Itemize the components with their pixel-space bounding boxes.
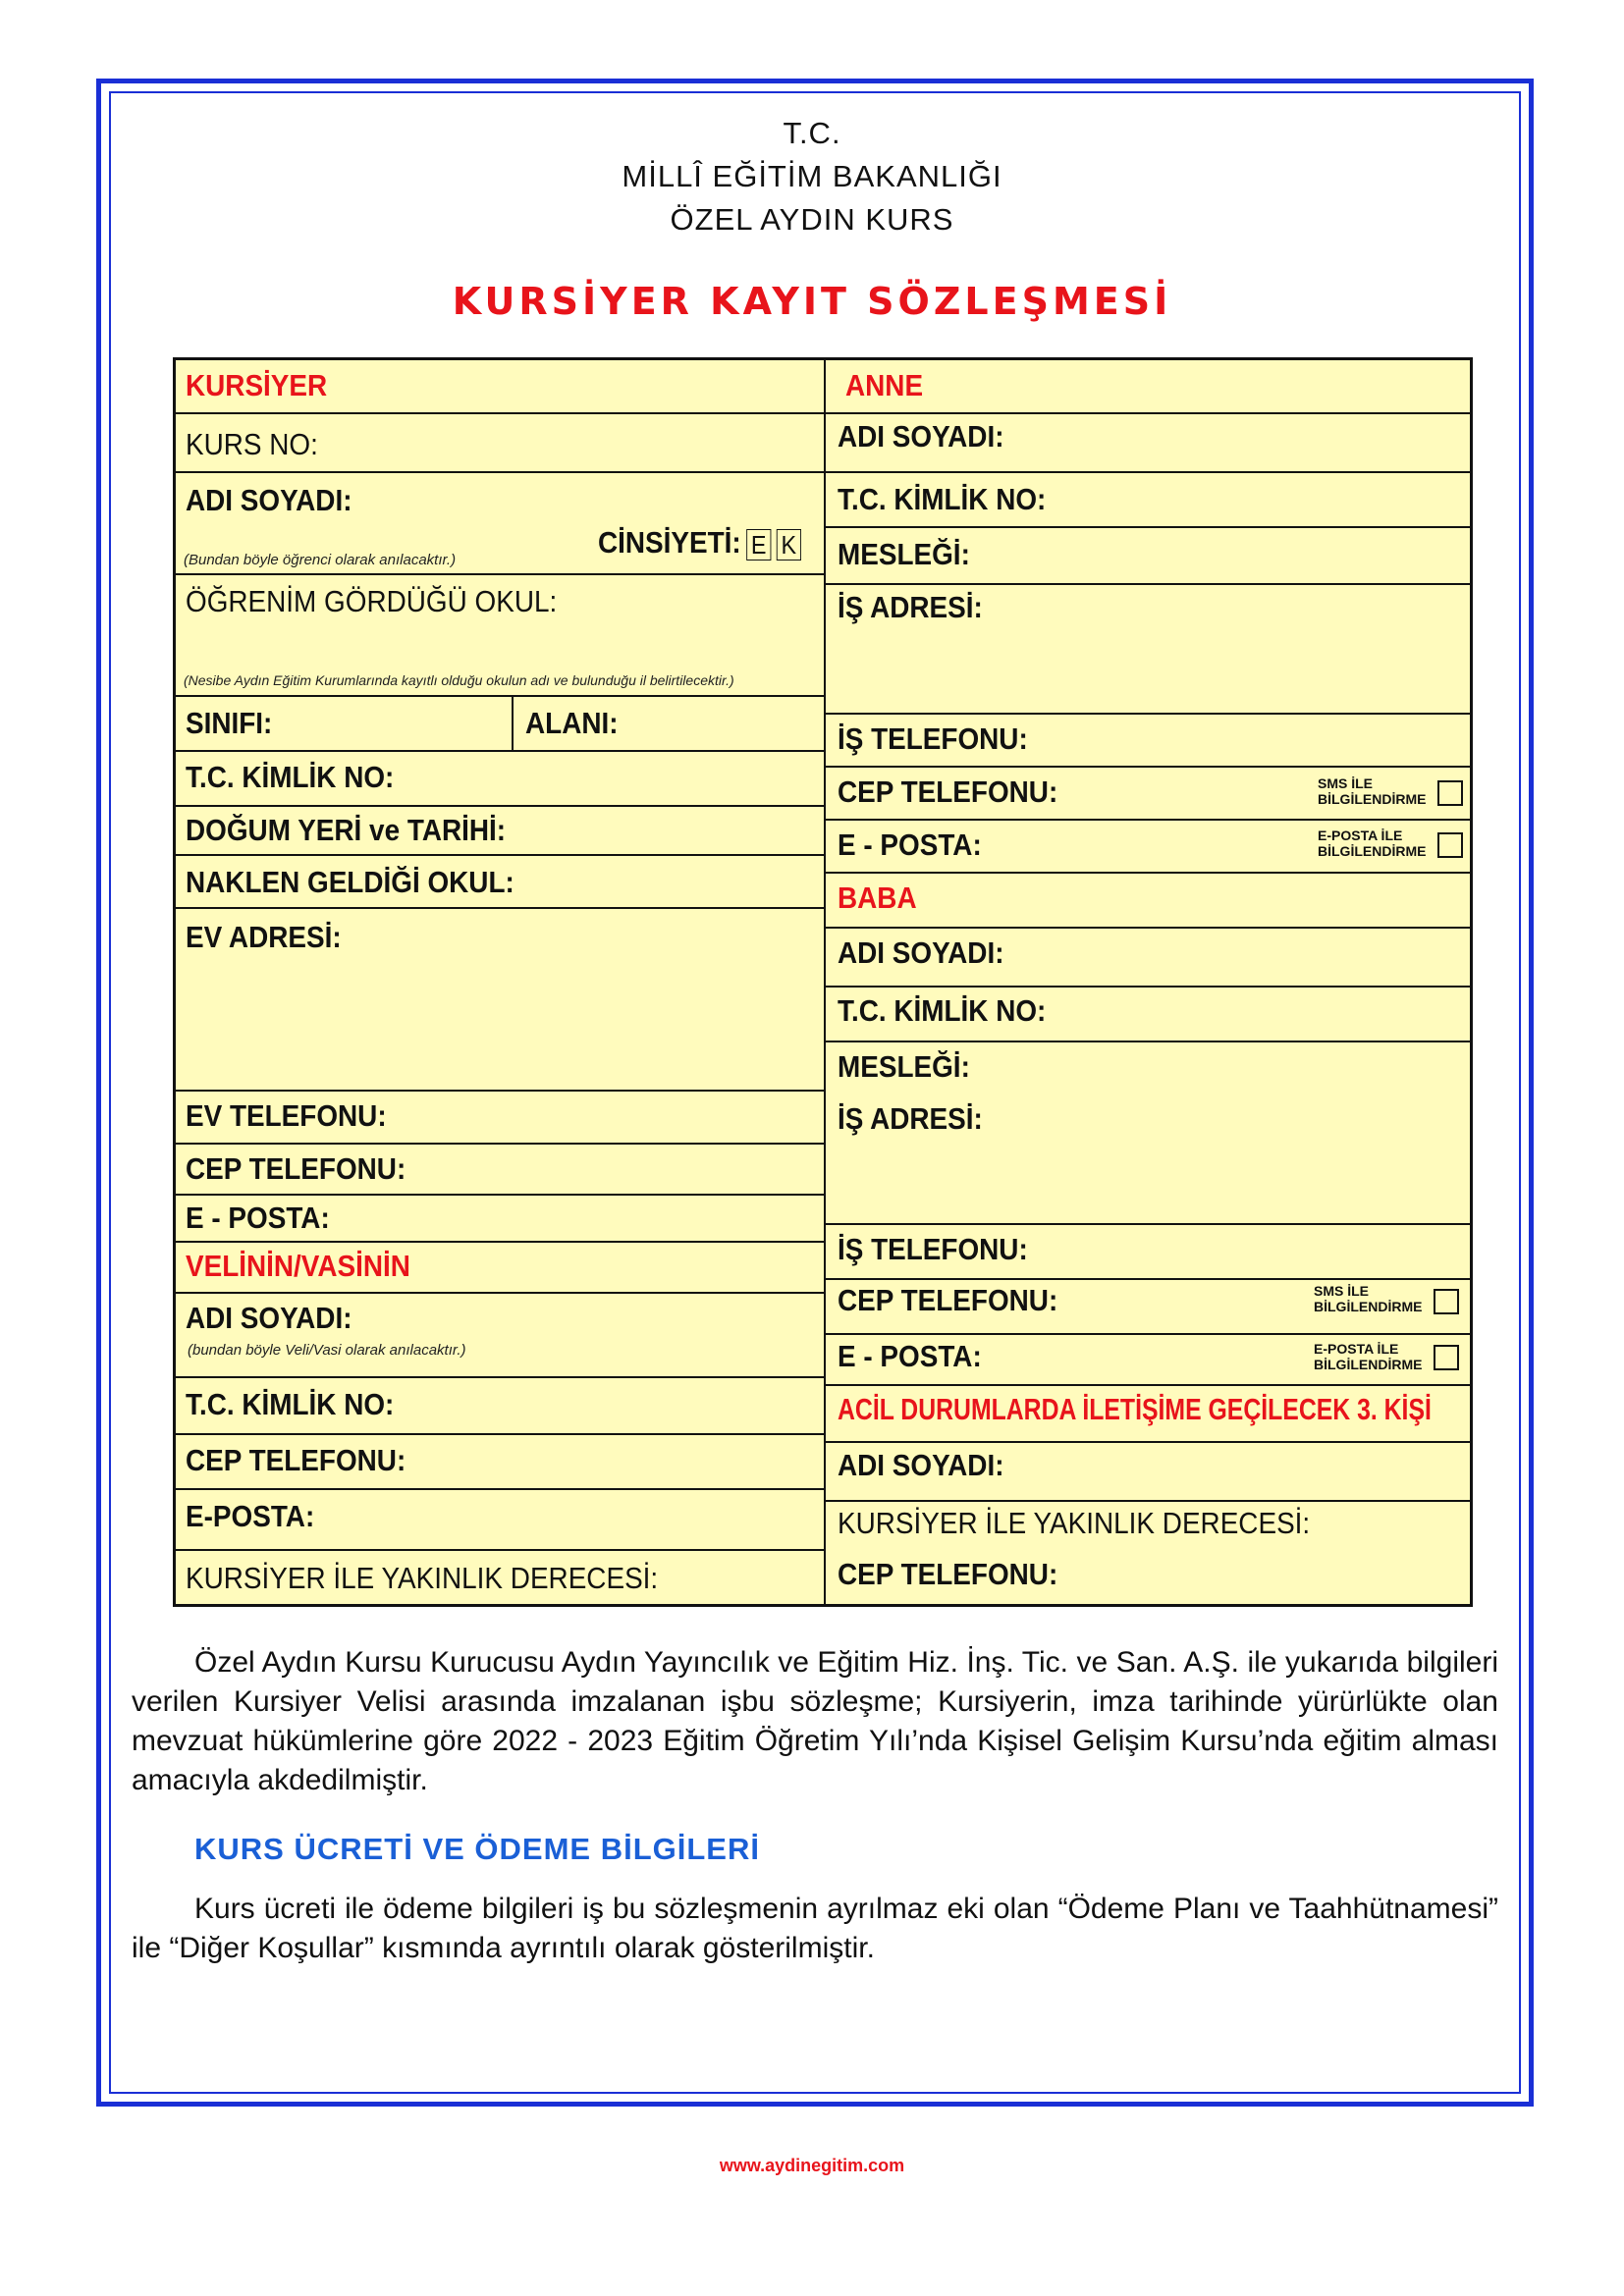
row-line xyxy=(826,713,1470,715)
school-note: (Nesibe Aydın Eğitim Kurumlarında kayıtlı olduğu okulun adı ve bulunduğu il belirtilecektir.) xyxy=(184,672,734,688)
mother-email-label: E - POSTA: xyxy=(838,828,982,862)
row-line xyxy=(176,1241,824,1243)
row-line xyxy=(826,872,1470,874)
gender-field xyxy=(598,525,801,561)
transfer-school-label: NAKLEN GELDİĞİ OKUL: xyxy=(186,865,514,899)
gender-e-box[interactable]: E xyxy=(746,529,771,561)
header-ministry: MİLLÎ EĞİTİM BAKANLIĞI xyxy=(622,159,1002,193)
row-line xyxy=(176,854,824,856)
row-line xyxy=(176,1194,824,1196)
field-label: ALANI: xyxy=(525,706,619,740)
row-line xyxy=(826,1500,1470,1502)
father-sms-checkbox[interactable] xyxy=(1434,1289,1459,1314)
father-name-label: ADI SOYADI: xyxy=(838,935,1004,970)
payment-paragraph: Kurs ücreti ile ödeme bilgileri iş bu sözleşmenin ayrılmaz eki olan “Ödeme Planı ve Taahhütnamesi” ile “Diğer Koşullar” kısmında ayrıntılı olarak gösterilmiştir. xyxy=(132,1893,1498,1964)
mother-sms-label: SMS İLE BİLGİLENDİRME xyxy=(1318,775,1427,807)
row-line xyxy=(176,412,824,414)
father-sms-label: SMS İLE BİLGİLENDİRME xyxy=(1314,1283,1423,1314)
father-tc-label: T.C. KİMLİK NO: xyxy=(838,993,1047,1028)
mother-email-info-label: E-POSTA İLE BİLGİLENDİRME xyxy=(1318,828,1427,859)
guardian-name-label: ADI SOYADI: xyxy=(186,1301,352,1335)
row-line xyxy=(826,1223,1470,1225)
footer-url[interactable]: www.aydinegitim.com xyxy=(719,2156,905,2175)
row-line xyxy=(826,1278,1470,1280)
guardian-email-label: E-POSTA: xyxy=(186,1499,315,1533)
row-line xyxy=(826,766,1470,768)
row-line xyxy=(176,1292,824,1294)
row-line xyxy=(826,927,1470,929)
row-line xyxy=(826,819,1470,821)
father-email-checkbox[interactable] xyxy=(1434,1345,1459,1370)
registration-form xyxy=(173,357,1473,1607)
row-line xyxy=(826,526,1470,528)
father-email-label: E - POSTA: xyxy=(838,1339,982,1373)
mother-tc-label: T.C. KİMLİK NO: xyxy=(838,482,1047,516)
section-father: BABA xyxy=(838,881,917,915)
header-tc: T.C. xyxy=(783,116,841,150)
row-line xyxy=(176,1090,824,1092)
row-line xyxy=(176,695,824,697)
mother-name-label: ADI SOYADI: xyxy=(838,419,1004,454)
row-line xyxy=(176,805,824,807)
father-job-label: MESLEĞİ: xyxy=(838,1049,970,1084)
mobile-label: CEP TELEFONU: xyxy=(186,1151,406,1186)
father-email-info-label: E-POSTA İLE BİLGİLENDİRME xyxy=(1314,1341,1423,1372)
father-work-address-label: İŞ ADRESİ: xyxy=(838,1101,983,1136)
home-phone-label: EV TELEFONU: xyxy=(186,1098,387,1133)
class-divider xyxy=(512,695,514,751)
row-line xyxy=(826,412,1470,414)
section-mother: ANNE xyxy=(845,368,924,402)
payment-section-title: KURS ÜCRETİ VE ÖDEME BİLGİLERİ xyxy=(194,1832,760,1866)
emergency-mobile-label: CEP TELEFONU: xyxy=(838,1557,1058,1591)
student-note: (Bundan böyle öğrenci olarak anılacaktır.) xyxy=(184,552,457,568)
school-label: ÖĞRENİM GÖRDÜĞÜ OKUL: xyxy=(186,584,558,618)
gender-label: CİNSİYETİ: xyxy=(598,525,741,560)
row-line xyxy=(176,750,824,752)
document-title: KURSİYER KAYIT SÖZLEŞMESİ xyxy=(452,280,1172,323)
row-line xyxy=(826,1384,1470,1386)
mother-job-label: MESLEĞİ: xyxy=(838,537,970,571)
row-line xyxy=(176,1376,824,1378)
mother-work-phone-label: İŞ TELEFONU: xyxy=(838,721,1028,756)
section-guardian: VELİNİN/VASİNİN xyxy=(186,1249,410,1283)
row-line xyxy=(176,1143,824,1145)
section-emergency: ACİL DURUMLARDA İLETİŞİME GEÇİLECEK 3. KİŞİ xyxy=(838,1392,1432,1426)
father-work-phone-label: İŞ TELEFONU: xyxy=(838,1232,1028,1266)
row-line xyxy=(826,471,1470,473)
row-line xyxy=(826,986,1470,988)
row-line xyxy=(826,1041,1470,1042)
emergency-relation-label: KURSİYER İLE YAKINLIK DERECESİ: xyxy=(838,1506,1311,1540)
row-line xyxy=(176,1433,824,1435)
row-line xyxy=(826,1333,1470,1335)
center-divider xyxy=(824,360,826,1604)
row-line xyxy=(176,573,824,575)
guardian-tc-label: T.C. KİMLİK NO: xyxy=(186,1387,395,1421)
birth-label: DOĞUM YERİ ve TARİHİ: xyxy=(186,813,507,847)
row-line xyxy=(176,471,824,473)
mother-email-checkbox[interactable] xyxy=(1437,832,1463,858)
row-line xyxy=(176,1549,824,1551)
father-mobile-label: CEP TELEFONU: xyxy=(838,1283,1058,1317)
row-line xyxy=(176,1488,824,1490)
mother-mobile-label: CEP TELEFONU: xyxy=(838,774,1058,809)
guardian-relation-label: KURSİYER İLE YAKINLIK DERECESİ: xyxy=(186,1561,659,1595)
gender-k-box[interactable]: K xyxy=(777,529,801,561)
guardian-mobile-label: CEP TELEFONU: xyxy=(186,1443,406,1477)
section-kursiyer: KURSİYER xyxy=(186,368,328,402)
kurs-no-label: KURS NO: xyxy=(186,427,318,461)
header-institution: ÖZEL AYDIN KURS xyxy=(670,202,954,237)
emergency-name-label: ADI SOYADI: xyxy=(838,1448,1004,1482)
class-label: SINIFI: xyxy=(186,706,273,740)
tc-label: T.C. KİMLİK NO: xyxy=(186,760,395,794)
contract-paragraph: Özel Aydın Kursu Kurucusu Aydın Yayıncılık ve Eğitim Hiz. İnş. Tic. ve San. A.Ş. ile yukarıda bilgileri verilen Kursiyer Velisi arasında imzalanan işbu sözleşme; Kursiyerin, imza tarihinde yürürlükte olan mevzuat hükümlerine göre 2022 - 2023 Eğitim Öğretim Yılı’nda Kişisel Gelişim Kursu’nda eğitim alması amacıyla akdedilmiştir. xyxy=(132,1646,1498,1796)
row-line xyxy=(826,1441,1470,1443)
row-line xyxy=(826,583,1470,585)
student-name-label: ADI SOYADI: xyxy=(186,483,352,517)
guardian-note: (bundan böyle Veli/Vasi olarak anılacaktır.) xyxy=(188,1342,466,1359)
email-label: E - POSTA: xyxy=(186,1201,330,1235)
mother-work-address-label: İŞ ADRESİ: xyxy=(838,590,983,624)
row-line xyxy=(176,907,824,909)
mother-sms-checkbox[interactable] xyxy=(1437,780,1463,806)
home-address-label: EV ADRESİ: xyxy=(186,920,342,954)
